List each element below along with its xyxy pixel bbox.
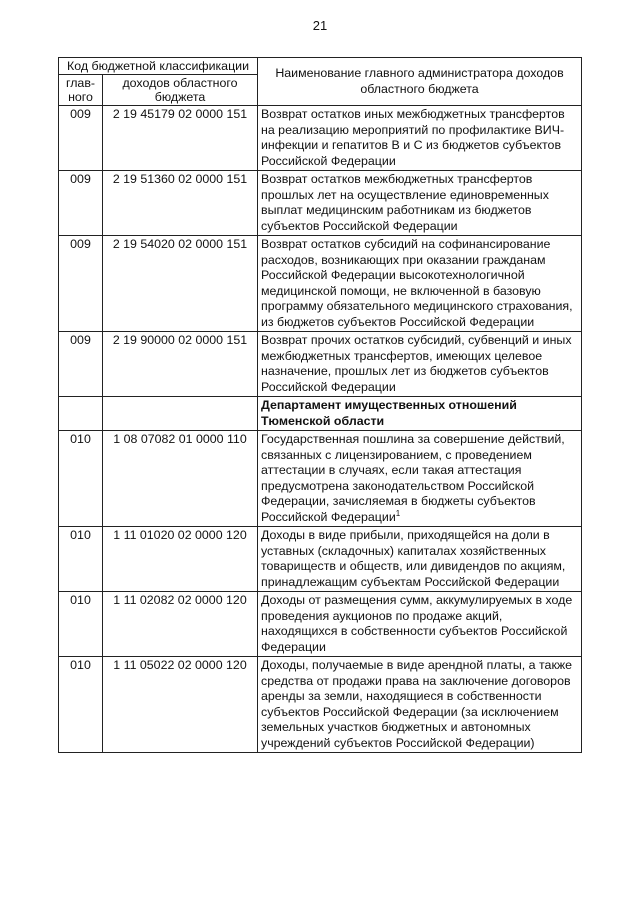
admin-cell: 010 (59, 527, 103, 592)
name-cell: Доходы в виде прибыли, приходящейся на доли в уставных (складочных) капиталах хозяйственных товариществ и обществ, или дивидендов по акциям, принадлежащим субъектам Российской Федерации (258, 527, 582, 592)
code-cell: 2 19 90000 02 0000 151 (103, 332, 258, 397)
name-cell: Возврат остатков субсидий на софинансирование расходов, возникающих при оказании гражданам Российской Федерации высокотехнологичной медицинской помощи, не включенной в базовую программу обязательного медицинского страхования, из бюджетов субъектов Российской Федерации (258, 236, 582, 332)
budget-classification-table (58, 57, 582, 753)
code-cell: 1 08 07082 01 0000 110 (103, 431, 258, 527)
department-name-cell: Департамент имущественных отношений Тюменской области (258, 397, 582, 431)
name-cell: Возврат остатков межбюджетных трансфертов прошлых лет на осуществление единовременных выплат медицинским работникам из бюджетов субъектов Российской Федерации (258, 171, 582, 236)
admin-cell: 010 (59, 431, 103, 527)
table-row (59, 657, 582, 753)
code-cell: 1 11 02082 02 0000 120 (103, 592, 258, 657)
code-cell: 2 19 54020 02 0000 151 (103, 236, 258, 332)
table-row (59, 171, 582, 236)
header-group-title: Код бюджетной классификации (59, 58, 258, 75)
code-cell (103, 397, 258, 431)
footnote-marker: 1 (395, 508, 401, 518)
header-col-name: Наименование главного администратора доходов областного бюджета (258, 58, 582, 106)
table-row (59, 431, 582, 527)
name-text: Государственная пошлина за совершение действий, связанных с лицензированием, с проведением аттестации в случаях, если такая аттестация предусмотрена законодательством Российской Федерации, зачисляемая в бюджеты субъектов Российской Федерации (261, 432, 565, 524)
name-cell: Возврат остатков иных межбюджетных трансфертов на реализацию мероприятий по профилактике ВИЧ-инфекции и гепатитов В и С из бюджетов субъектов Российской Федерации (258, 106, 582, 171)
name-cell: Доходы от размещения сумм, аккумулируемых в ходе проведения аукционов по продаже акций, находящихся в собственности субъектов Российской Федерации (258, 592, 582, 657)
admin-cell: 009 (59, 332, 103, 397)
code-cell: 1 11 01020 02 0000 120 (103, 527, 258, 592)
name-cell: Доходы, получаемые в виде арендной платы, а также средства от продажи права на заключение договоров аренды за земли, находящиеся в собственности субъектов Российской Федерации (за исключением земельных участков бюджетных и автономных учреждений субъектов Российской Федерации) (258, 657, 582, 753)
code-cell: 1 11 05022 02 0000 120 (103, 657, 258, 753)
admin-cell: 009 (59, 106, 103, 171)
header-col-admin: глав-ного (59, 75, 103, 106)
table-row (59, 106, 582, 171)
admin-cell (59, 397, 103, 431)
header-row-1 (59, 58, 582, 75)
name-cell: Возврат прочих остатков субсидий, субвенций и иных межбюджетных трансфертов, имеющих целевое назначение, прошлых лет из бюджетов субъектов Российской Федерации (258, 332, 582, 397)
header-col-code: доходов областного бюджета (103, 75, 258, 106)
code-cell: 2 19 45179 02 0000 151 (103, 106, 258, 171)
admin-cell: 010 (59, 657, 103, 753)
page-number: 21 (312, 18, 328, 33)
table-row (59, 236, 582, 332)
admin-cell: 010 (59, 592, 103, 657)
admin-cell: 009 (59, 171, 103, 236)
table-row (59, 527, 582, 592)
table-row (59, 332, 582, 397)
admin-cell: 009 (59, 236, 103, 332)
code-cell: 2 19 51360 02 0000 151 (103, 171, 258, 236)
name-cell (258, 431, 582, 527)
department-row (59, 397, 582, 431)
table-row (59, 592, 582, 657)
